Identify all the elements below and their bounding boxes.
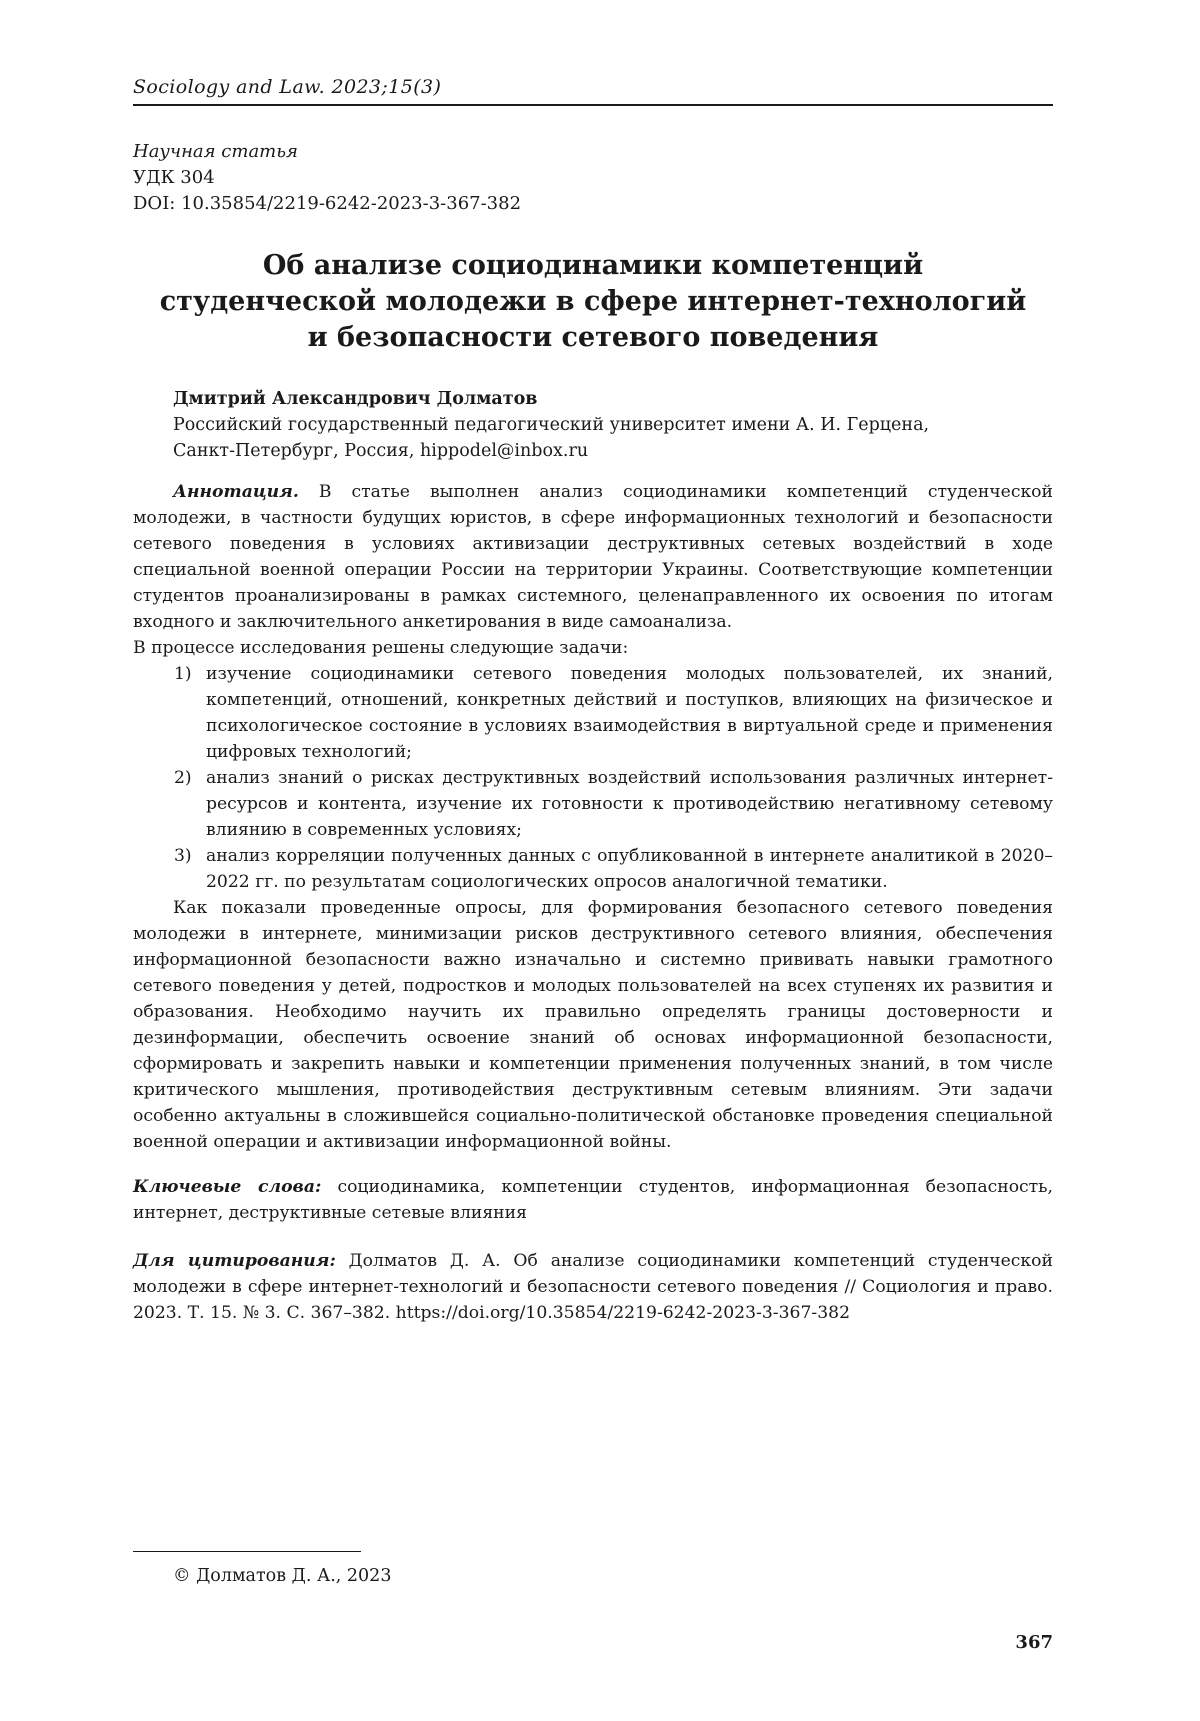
copyright-notice: © Долматов Д. А., 2023 <box>173 1566 392 1586</box>
doi: DOI: 10.35854/2219-6242-2023-3-367-382 <box>133 193 522 214</box>
author-name: Дмитрий Александрович Долматов <box>173 389 538 409</box>
keywords-text: социодинамика, компетенции студентов, информационная безопасность, интернет, деструктивные сетевые влияния <box>133 1177 1054 1223</box>
task-item <box>133 765 1053 843</box>
article-meta <box>133 139 521 217</box>
abstract-conclusion: Как показали проведенные опросы, для формирования безопасного сетевого поведения молодежи в интернете, минимизации рисков деструктивного сетевого влияния, обеспечения информационной безопасности важно изначально и системно прививать навыки грамотного сетевого поведения у детей, подростков и молодых пользователей на всех ступенях их развития и образования. Необходимо научить их правильно определять границы достоверности и дезинформации, обеспечить освоение знаний об основах информационной безопасности, сформировать и закрепить навыки и компетенции применения полученных знаний, в том числе критического мышления, противодействия деструктивным сетевым влияниям. Эти задачи особенно актуальны в сложившейся социально-политической обстановке проведения специальной военной операции и активизации информационной войны. <box>133 898 1053 1152</box>
abstract-section <box>133 479 1053 1326</box>
tasks-intro: В процессе исследования решены следующие задачи: <box>133 638 629 658</box>
article-type: Научная статья <box>133 141 298 162</box>
running-head: Sociology and Law. 2023;15(3) <box>133 76 442 98</box>
abstract-label: Аннотация. <box>173 482 299 502</box>
task-text: анализ корреляции полученных данных с опубликованной в интернете аналитикой в 2020–2022 гг. по результатам социологических опросов аналогичной тематики. <box>206 846 1053 892</box>
article-title <box>133 248 1053 356</box>
author-location-email: Санкт-Петербург, Россия, hippodel@inbox.ru <box>173 441 589 461</box>
task-number: 3) <box>174 846 192 866</box>
citation-text: Долматов Д. А. Об анализе социодинамики компетенций студенческой молодежи в сфере интернет-технологий и безопасности сетевого поведения // Социология и право. 2023. Т. 15. № 3. С. 367–382. https://doi.org/10.35854/2219-6242-2023-3-367-382 <box>133 1251 1053 1323</box>
author-block <box>173 386 1053 464</box>
footnote-rule <box>133 1551 361 1552</box>
task-number: 2) <box>174 768 192 788</box>
header-rule <box>133 104 1053 106</box>
task-item <box>133 843 1053 895</box>
citation-label: Для цитирования: <box>133 1251 336 1271</box>
abstract-text: В статье выполнен анализ социодинамики компетенций студенческой молодежи, в частности будущих юристов, в сфере информационных технологий и безопасности сетевого поведения в условиях активизации деструктивных сетевых воздействий в ходе специальной военной операции России на территории Украины. Соответствующие компетенции студентов проанализированы в рамках системного, целенаправленного их освоения по итогам входного и заключительного анкетирования в виде самоанализа. <box>133 482 1053 632</box>
task-text: изучение социодинамики сетевого поведения молодых пользователей, их знаний, компетенций, отношений, конкретных действий и поступков, влияющих на физическое и психологическое состояние в условиях взаимодействия в виртуальной среде и применения цифровых технологий; <box>206 664 1053 762</box>
udc-code: УДК 304 <box>133 167 215 188</box>
task-number: 1) <box>174 664 192 684</box>
keywords-label: Ключевые слова: <box>133 1177 322 1197</box>
task-text: анализ знаний о рисках деструктивных воздействий использования различных интернет-ресурсов и контента, изучение их готовности к противодействию негативному сетевому влиянию в современных условиях; <box>206 768 1053 840</box>
title-line: студенческой молодежи в сфере интернет-технологий <box>159 286 1027 317</box>
tasks-list <box>133 661 1053 895</box>
page-number: 367 <box>1015 1632 1053 1653</box>
citation-paragraph <box>133 1248 1053 1326</box>
keywords-paragraph <box>133 1174 1053 1226</box>
abstract-paragraph <box>133 479 1053 635</box>
title-line: Об анализе социодинамики компетенций <box>262 250 924 281</box>
author-affiliation: Российский государственный педагогический университет имени А. И. Герцена, <box>173 415 930 435</box>
task-item <box>133 661 1053 765</box>
title-line: и безопасности сетевого поведения <box>307 322 879 353</box>
